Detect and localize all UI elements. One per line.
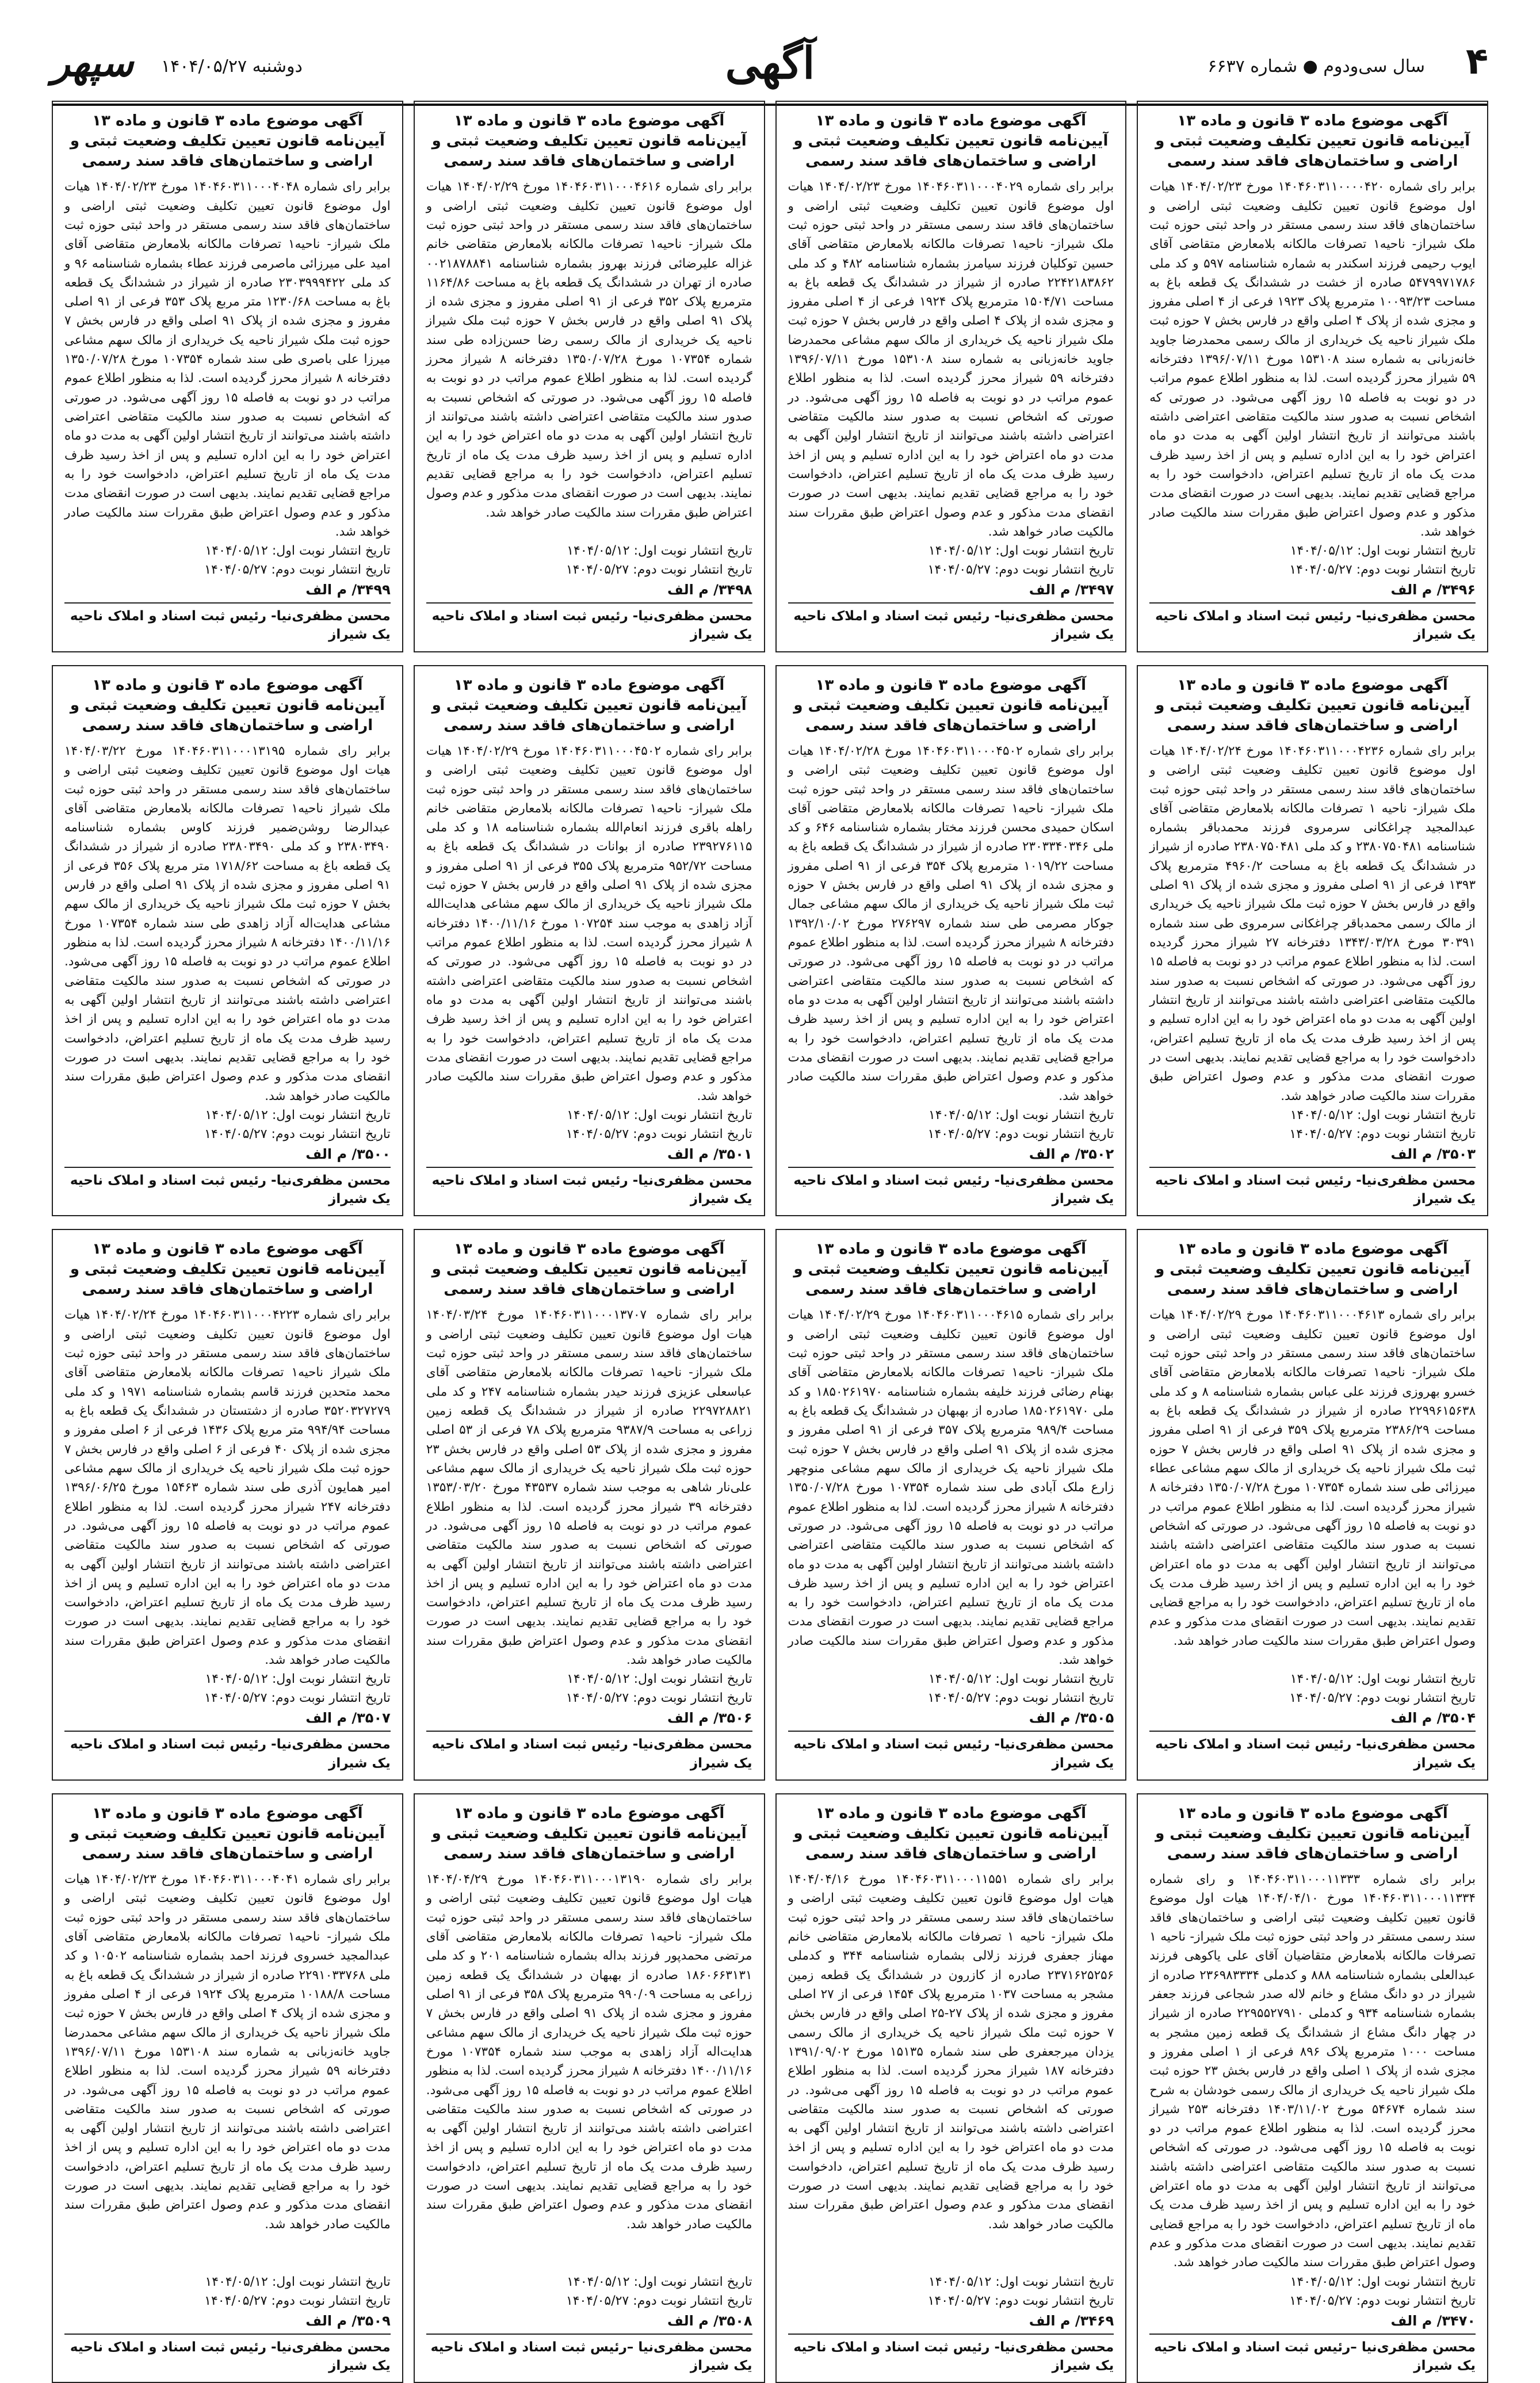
notice-date-first: تاریخ انتشار نوبت اول: ۱۴۰۴/۰۵/۱۲ — [567, 544, 752, 559]
notice-signature: محسن مظفری‌نیا- رئیس ثبت اسناد و املاک ناحیه یک شیراز — [788, 2334, 1114, 2375]
notice-box — [414, 1229, 765, 1781]
notice-title: آگهی موضوع ماده ۳ قانون و ماده ۱۳ آیین‌نامه قانون تعیین تکلیف وضعیت ثبتی و اراضی و ساختمان‌های فاقد سند رسمی — [793, 676, 1109, 734]
notice-title: آگهی موضوع ماده ۳ قانون و ماده ۱۳ آیین‌نامه قانون تعیین تکلیف وضعیت ثبتی و اراضی و ساختمان‌های فاقد سند رسمی — [431, 676, 747, 734]
notice-body: برابر رای شماره ۱۴۰۴۶۰۳۱۱۰۰۰۴۰۲۹ مورخ ۱۴۰۴/۰۲/۲۳ هیات اول موضوع قانون تعیین تکلیف وضعیت ثبتی اراضی و ساختمان‌های فاقد سند رسمی مستقر در واحد ثبتی حوزه ثبت ملک شیراز- ناحیه۱ تصرفات مالکانه بلامعارض متقاضی آقای حسین توکلیان فرزند سیامرز بشماره شناسنامه ۴۸۲ و کد ملی ۲۲۴۲۱۸۳۸۶۲ صادره از شیراز در ششدانگ یک قطعه باغ به مساحت ۱۵۰۴/۷۱ مترمربع پلاک ۱۹۲۴ فرعی از ۴ اصلی مفروز و مجزی شده از پلاک ۴ اصلی واقع در فارس بخش ۷ حوزه ثبت ملک شیراز ناحیه یک خریداری از مالک سهم مشاعی محمدرضا جاوید خانه‌زبانی به شماره سند ۱۵۳۱۰۸ مورخ ۱۳۹۶/۰۷/۱۱ دفترخانه ۵۹ شیراز محرز گردیده است. لذا به منظور اطلاع عموم مراتب در دو نوبت به فاصله ۱۵ روز آگهی می‌شود. در صورتی که اشخاص نسبت به صدور سند مالکیت متقاضی اعتراضی داشته باشند می‌توانند از تاریخ انتشار اولین آگهی به مدت دو ماه اعتراض خود را به این اداره تسلیم و پس از اخذ رسید ظرف مدت یک ماه از تاریخ تسلیم اعتراض، دادخواست خود را به مراجع قضایی تقدیم نمایند. بدیهی است در صورت انقضای مدت مذکور و عدم وصول اعتراض طبق مقررات سند مالکیت صادر خواهد شد. — [788, 180, 1114, 539]
notice-box — [775, 665, 1127, 1217]
notice-signature: محسن مظفری‌نیا- رئیس ثبت اسناد و املاک ناحیه یک شیراز — [64, 2334, 391, 2375]
notice-date-second: تاریخ انتشار نوبت دوم: ۱۴۰۴/۰۵/۲۷ — [204, 1126, 391, 1141]
notice-code: ۳۵۰۸/ م الف — [667, 2312, 752, 2329]
issue-info: سال سی‌ودوم ● شماره ۶۶۳۷ — [1207, 56, 1425, 77]
notice-box — [52, 1793, 403, 2383]
notice-code: ۳۵۰۵/ م الف — [1029, 1710, 1114, 1727]
notice-title: آگهی موضوع ماده ۳ قانون و ماده ۱۳ آیین‌نامه قانون تعیین تکلیف وضعیت ثبتی و اراضی و ساختمان‌های فاقد سند رسمی — [70, 676, 385, 734]
notice-signature: محسن مظفری‌نیا- رئیس ثبت اسناد و املاک ناحیه یک شیراز — [1149, 1731, 1476, 1772]
notice-body: برابر رای شماره ۱۴۰۴۶۰۳۱۱۰۰۰۴۲۲۳ مورخ ۱۴۰۴/۰۲/۲۴ هیات اول موضوع قانون تعیین تکلیف وضعیت ثبتی اراضی و ساختمان‌های فاقد سند رسمی مستقر در واحد ثبتی حوزه ثبت ملک شیراز ناحیه۱ تصرفات مالکانه بلامعارض متقاضی آقای محمد متحدین فرزند قاسم بشماره شناسنامه ۱۹۷۱ و کد ملی ۳۵۲۰۳۲۷۲۷۹ صادره از دشتستان در ششدانگ یک قطعه باغ به مساحت ۹۹۴/۹۴ متر مربع پلاک ۱۴۳۶ فرعی از ۶ اصلی مفروز و مجزی شده از پلاک ۴۰ فرعی از ۶ اصلی واقع در فارس بخش ۷ حوزه ثبت ملک شیراز ناحیه یک خریداری از مالک سهم مشاعی امیر همایون آذری طی سند شماره ۱۵۴۶۳ مورخ ۱۳۹۶/۰۶/۲۵ دفترخانه ۲۴۷ شیراز محرز گردیده است. لذا به منظور اطلاع عموم مراتب در دو نوبت به فاصله ۱۵ روز آگهی می‌شود. در صورتی که اشخاص نسبت به صدور سند مالکیت متقاضی اعتراضی داشته باشند می‌توانند از تاریخ انتشار اولین آگهی به مدت دو ماه اعتراض خود را به این اداره تسلیم و پس از اخذ رسید ظرف مدت یک ماه از تاریخ تسلیم اعتراض، دادخواست خود را به مراجع قضایی تقدیم نمایند. بدیهی است در صورت انقضای مدت مذکور و عدم وصول اعتراض طبق مقررات سند مالکیت صادر خواهد شد. — [64, 1308, 391, 1668]
notice-box — [52, 665, 403, 1217]
notice-date-second: تاریخ انتشار نوبت دوم: ۱۴۰۴/۰۵/۲۷ — [565, 563, 752, 578]
notice-signature: محسن مظفری‌نیا- رئیس ثبت اسناد و املاک ناحیه یک شیراز — [1149, 1167, 1476, 1208]
notice-signature: محسن مظفری‌نیا- رئیس ثبت اسناد و املاک ناحیه یک شیراز — [788, 602, 1114, 644]
notice-code: ۳۴۹۹/ م الف — [305, 582, 391, 598]
notice-box — [414, 665, 765, 1217]
notice-signature: محسن مظفری‌نیا- رئیس ثبت اسناد و املاک ناحیه یک شیراز — [1149, 602, 1476, 644]
notice-body: برابر رای شماره ۱۴۰۴۶۰۳۱۱۰۰۰۱۱۳۳۳ و رای شماره ۱۴۰۴۶۰۳۱۱۰۰۰۱۱۳۳۴ مورخ ۱۴۰۴/۰۴/۱۰ هیات اول موضوع قانون تعیین تکلیف وضعیت ثبتی اراضی و ساختمان‌های فاقد سند رسمی مستقر در واحد ثبتی حوزه ثبت ملک شیراز- ناحیه ۱ تصرفات مالکانه بلامعارض متقاضیان آقای علی یاکوهی فرزند عبدالعلی بشماره شناسنامه ۸۸۸ و کدملی ۲۳۶۹۸۳۳۳۴ صادره از شیراز در دو دانگ مشاع و خانم لاله صدر شجاعی فرزند جعفر بشماره شناسنامه ۹۳۴ و کدملی ۲۲۹۵۵۲۷۹۱۰ صادره از شیراز در چهار دانگ مشاع از ششدانگ یک قطعه زمین مشجر به مساحت ۱۰۰۰ مترمربع پلاک ۸۹۶ فرعی از ۱ اصلی مفروز و مجزی شده از پلاک ۱ اصلی واقع در فارس بخش ۲۳ حوزه ثبت ملک شیراز ناحیه یک خریداری از مالک رسمی خودشان به شرح سند شماره ۵۴۶۷۴ مورخ ۱۴۰۳/۱۱/۰۲ دفترخانه ۲۵۳ شیراز محرز گردیده است. لذا به منظور اطلاع عموم مراتب در دو نوبت به فاصله ۱۵ روز آگهی می‌شود. در صورتی که اشخاص نسبت به صدور سند مالکیت متقاضی اعتراضی داشته باشند می‌توانند از تاریخ انتشار اولین آگهی به مدت دو ماه اعتراض خود را به این اداره تسلیم و پس از اخذ رسید ظرف مدت یک ماه از تاریخ تسلیم اعتراض، دادخواست خود را به مراجع قضایی تقدیم نمایند. بدیهی است در صورت انقضای مدت مذکور و عدم وصول اعتراض طبق مقررات سند مالکیت صادر خواهد شد. — [1149, 1872, 1476, 2270]
notice-title: آگهی موضوع ماده ۳ قانون و ماده ۱۳ آیین‌نامه قانون تعیین تکلیف وضعیت ثبتی و اراضی و ساختمان‌های فاقد سند رسمی — [793, 112, 1109, 170]
notice-date-first: تاریخ انتشار نوبت اول: ۱۴۰۴/۰۵/۱۲ — [567, 2274, 752, 2289]
notice-code: ۳۴۶۹/ م الف — [1029, 2312, 1114, 2329]
notice-date-first: تاریخ انتشار نوبت اول: ۱۴۰۴/۰۵/۱۲ — [1290, 1108, 1476, 1122]
notice-code: ۳۵۰۱/ م الف — [667, 1145, 752, 1162]
notice-date-first: تاریخ انتشار نوبت اول: ۱۴۰۴/۰۵/۱۲ — [205, 1108, 391, 1122]
notice-code: ۳۵۰۳/ م الف — [1390, 1145, 1476, 1162]
page-number: ۴ — [1465, 40, 1488, 83]
notice-body: برابر رای شماره ۱۴۰۴۶۰۳۱۱۰۰۰۴۵۰۲ مورخ ۱۴۰۴/۰۲/۲۹ هیات اول موضوع قانون تعیین تکلیف وضعیت ثبتی اراضی و ساختمان‌های فاقد سند رسمی مستقر در واحد ثبتی حوزه ثبت ملک شیراز- ناحیه۱ تصرفات مالکانه بلامعارض متقاضی خانم راهله باقری فرزند انعام‌الله بشماره شناسنامه ۱۸ و کد ملی ۲۳۹۲۷۶۱۱۵ صادره از بوانات در ششدانگ یک قطعه باغ به مساحت ۹۵۲/۷۲ مترمربع پلاک ۳۵۵ فرعی از ۹۱ اصلی مفروز و مجزی شده از پلاک ۹۱ اصلی واقع در فارس بخش ۷ حوزه ثبت ملک شیراز ناحیه یک خریداری از مالک سهم مشاعی هدایت‌الله آزاد زاهدی به موجب سند ۱۰۷۲۵۴ مورخ ۱۴۰۰/۱۱/۱۶ دفترخانه ۸ شیراز محرز گردیده است. لذا به منظور اطلاع عموم مراتب در دو نوبت به فاصله ۱۵ روز آگهی می‌شود. در صورتی که اشخاص نسبت به صدور سند مالکیت متقاضی اعتراضی داشته باشند می‌توانند از تاریخ انتشار اولین آگهی به مدت دو ماه اعتراض خود را به این اداره تسلیم و پس از اخذ رسید ظرف مدت یک ماه از تاریخ تسلیم اعتراض، دادخواست خود را به مراجع قضایی تقدیم نمایند. بدیهی است در صورت انقضای مدت مذکور و عدم وصول اعتراض طبق مقررات سند مالکیت صادر خواهد شد. — [426, 743, 752, 1103]
notice-date-second: تاریخ انتشار نوبت دوم: ۱۴۰۴/۰۵/۲۷ — [927, 563, 1114, 578]
notice-date-first: تاریخ انتشار نوبت اول: ۱۴۰۴/۰۵/۱۲ — [205, 1672, 391, 1687]
notice-date-first: تاریخ انتشار نوبت اول: ۱۴۰۴/۰۵/۱۲ — [567, 1108, 752, 1122]
publication-date: دوشنبه ۱۴۰۴/۰۵/۲۷ — [161, 56, 303, 77]
notice-body: برابر رای شماره ۱۴۰۴۶۰۳۱۱۰۰۰۴۵۰۲ مورخ ۱۴۰۴/۰۲/۲۸ هیات اول موضوع قانون تعیین تکلیف وضعیت ثبتی اراضی و ساختمان‌های فاقد سند رسمی مستقر در واحد ثبتی حوزه ثبت ملک شیراز- ناحیه۱ تصرفات مالکانه بلامعارض متقاضی آقای اسکان حمیدی محسن فرزند مختار بشماره شناسنامه ۶۴۶ و کد ملی ۲۳۰۳۳۴۰۳۴۶ صادره از شیراز در ششدانگ یک قطعه باغ به مساحت ۱۰۱۹/۲۲ مترمربع پلاک ۳۵۴ فرعی از ۹۱ اصلی مفروز و مجزی شده از پلاک ۹۱ اصلی واقع در فارس بخش ۷ حوزه ثبت ملک شیراز ناحیه یک خریداری از مالک سهم مشاعی جمال جوکار مصرمی طی سند شماره ۲۷۶۲۹۷ مورخ ۱۳۹۲/۱۰/۰۲ دفترخانه ۸ شیراز محرز گردیده است. لذا به منظور اطلاع عموم مراتب در دو نوبت به فاصله ۱۵ روز آگهی می‌شود. در صورتی که اشخاص نسبت به صدور سند مالکیت متقاضی اعتراضی داشته باشند می‌توانند از تاریخ انتشار اولین آگهی به مدت دو ماه اعتراض خود را به این اداره تسلیم و پس از اخذ رسید ظرف مدت یک ماه از تاریخ تسلیم اعتراض، دادخواست خود را به مراجع قضایی تقدیم نمایند. بدیهی است در صورت انقضای مدت مذکور و عدم وصول اعتراض طبق مقررات سند مالکیت صادر خواهد شد. — [788, 743, 1114, 1103]
notice-body: برابر رای شماره ۱۴۰۴۶۰۳۱۱۰۰۰۱۳۱۹۰ مورخ ۱۴۰۴/۰۴/۲۹ هیات اول موضوع قانون تعیین تکلیف وضعیت ثبتی اراضی و ساختمان‌های فاقد سند رسمی مستقر در واحد ثبتی حوزه ثبت ملک شیراز- ناحیه۱ تصرفات مالکانه بلامعارض متقاضی آقای مرتضی محمدپور فرزند بداله بشماره شناسنامه ۲۰۱ و کد ملی ۱۸۶۰۶۶۳۱۳۱ صادره از بهبهان در ششدانگ یک قطعه زمین زراعی به مساحت ۹۹۰/۰۹ مترمربع پلاک ۳۵۸ فرعی از ۹۱ اصلی مفروز و مجزی شده از پلاک ۹۱ اصلی واقع در فارس بخش ۷ حوزه ثبت ملک شیراز ناحیه یک خریداری از مالک سهم مشاعی هدایت‌اله آزاد زاهدی به موجب سند شماره ۱۰۷۳۵۴ مورخ ۱۴۰۰/۱۱/۱۶ دفترخانه ۸ شیراز محرز گردیده است. لذا به منظور اطلاع عموم مراتب در دو نوبت به فاصله ۱۵ روز آگهی می‌شود. در صورتی که اشخاص نسبت به صدور سند مالکیت متقاضی اعتراضی داشته باشند می‌توانند از تاریخ انتشار اولین آگهی به مدت دو ماه اعتراض خود را به این اداره تسلیم و پس از اخذ رسید ظرف مدت یک ماه از تاریخ تسلیم اعتراض، دادخواست خود را به مراجع قضایی تقدیم نمایند. بدیهی است در صورت انقضای مدت مذکور و عدم وصول اعتراض طبق مقررات سند مالکیت صادر خواهد شد. — [426, 1872, 752, 2232]
notice-code: ۳۴۹۶/ م الف — [1390, 582, 1476, 598]
notice-box — [1137, 665, 1488, 1217]
notice-body: برابر رای شماره ۱۴۰۴۶۰۳۱۱۰۰۰۰۴۲۰ مورخ ۱۴۰۴/۰۲/۲۳ هیات اول موضوع قانون تعیین تکلیف وضعیت ثبتی اراضی و ساختمان‌های فاقد سند رسمی مستقر در واحد ثبتی حوزه ثبت ملک شیراز- ناحیه۱ تصرفات مالکانه بلامعارض متقاضی آقای ایوب رحیمی فرزند اسکندر به شماره شناسنامه ۵۹۷ و کد ملی ۵۴۷۹۹۷۱۷۸۶ صادره از خشت در ششدانگ یک قطعه باغ به مساحت ۱۰۰۹۳/۲۳ مترمربع پلاک ۱۹۲۳ فرعی از ۴ اصلی مفروز و مجزی شده از پلاک ۴ اصلی واقع در فارس بخش ۷ حوزه ثبت ملک شیراز ناحیه یک خریداری از مالک رسمی محمدرضا جاوید خانه‌زبانی به شماره سند ۱۵۳۱۰۸ مورخ ۱۳۹۶/۰۷/۱۱ دفترخانه ۵۹ شیراز محرز گردیده است. لذا به منظور اطلاع عموم مراتب در دو نوبت به فاصله ۱۵ روز آگهی می‌شود. در صورتی که اشخاص نسبت به صدور سند مالکیت متقاضی اعتراضی داشته باشند می‌توانند از تاریخ انتشار اولین آگهی به مدت دو ماه اعتراض خود را به این اداره تسلیم و پس از اخذ رسید ظرف مدت یک ماه از تاریخ تسلیم اعتراض، دادخواست خود را به مراجع قضایی تقدیم نمایند. بدیهی است در صورت انقضای مدت مذکور و عدم وصول اعتراض طبق مقررات سند مالکیت صادر خواهد شد. — [1149, 180, 1476, 539]
notice-title: آگهی موضوع ماده ۳ قانون و ماده ۱۳ آیین‌نامه قانون تعیین تکلیف وضعیت ثبتی و اراضی و ساختمان‌های فاقد سند رسمی — [1155, 676, 1470, 734]
notice-date-second: تاریخ انتشار نوبت دوم: ۱۴۰۴/۰۵/۲۷ — [565, 1126, 752, 1141]
notice-date-second: تاریخ انتشار نوبت دوم: ۱۴۰۴/۰۵/۲۷ — [927, 1126, 1114, 1141]
notice-signature: محسن مظفری‌نیا- رئیس ثبت اسناد و املاک ناحیه یک شیراز — [426, 602, 752, 644]
notice-code: ۳۵۰۴/ م الف — [1390, 1710, 1476, 1727]
notice-body: برابر رای شماره ۱۴۰۴۶۰۳۱۱۰۰۰۴۶۱۵ مورخ ۱۴۰۴/۰۲/۲۹ هیات اول موضوع قانون تعیین تکلیف وضعیت ثبتی اراضی و ساختمان‌های فاقد سند رسمی مستقر در واحد ثبتی حوزه ثبت ملک شیراز- ناحیه۱ تصرفات مالکانه بلامعارض متقاضی آقای بهنام رضائی فرزند خلیفه بشماره شناسنامه ۱۸۵۰۲۶۱۹۷۰ و کد ملی ۱۸۵۰۲۶۱۹۷۰ صادره از بهبهان در ششدانگ یک قطعه باغ به مساحت ۹۸۹/۴ مترمربع پلاک ۳۵۷ فرعی از ۹۱ اصلی مفروز و مجزی شده از پلاک ۹۱ اصلی واقع در فارس بخش ۷ حوزه ثبت ملک شیراز ناحیه یک خریداری از مالک سهم مشاعی منوچهر زارع ملک آبادی طی سند شماره ۱۰۷۳۵۴ مورخ ۱۳۵۰/۰۷/۲۸ دفترخانه ۸ شیراز محرز گردیده است. لذا به منظور اطلاع عموم مراتب در دو نوبت به فاصله ۱۵ روز آگهی می‌شود. در صورتی که اشخاص نسبت به صدور سند مالکیت متقاضی اعتراضی داشته باشند می‌توانند از تاریخ انتشار اولین آگهی به مدت دو ماه اعتراض خود را به این اداره تسلیم و پس از اخذ رسید ظرف مدت یک ماه از تاریخ تسلیم اعتراض، دادخواست خود را به مراجع قضایی تقدیم نمایند. بدیهی است در صورت انقضای مدت مذکور و عدم وصول اعتراض طبق مقررات سند مالکیت صادر خواهد شد. — [788, 1308, 1114, 1668]
notice-signature: محسن مظفری‌نیا- رئیس ثبت اسناد و املاک ناحیه یک شیراز — [64, 1167, 391, 1208]
notice-body: برابر رای شماره ۱۴۰۴۶۰۳۱۱۰۰۰۴۰۴۸ مورخ ۱۴۰۴/۰۲/۲۳ هیات اول موضوع قانون تعیین تکلیف وضعیت ثبتی اراضی و ساختمان‌های فاقد سند رسمی مستقر در واحد ثبتی حوزه ثبت ملک شیراز- ناحیه۱ تصرفات مالکانه بلامعارض متقاضی آقای امید علی میرزائی ماصرمی فرزند عطاء بشماره شناسنامه ۹۶ و کد ملی ۲۳۰۳۹۹۹۴۲۲ صادره از شیراز در ششدانگ یک قطعه باغ به مساحت ۱۲۳۰/۶۸ متر مربع پلاک ۳۵۳ فرعی از ۹۱ اصلی مفروز و مجزی شده از پلاک ۹۱ اصلی واقع در فارس بخش ۷ حوزه ثبت ملک شیراز ناحیه یک خریداری از مالک سهم مشاعی میرزا علی باصری طی سند شماره ۱۰۷۳۵۴ مورخ ۱۳۵۰/۰۷/۲۸ دفترخانه ۸ شیراز محرز گردیده است. لذا به منظور اطلاع عموم مراتب در دو نوبت به فاصله ۱۵ روز آگهی می‌شود. در صورتی که اشخاص نسبت به صدور سند مالکیت متقاضی اعتراضی داشته باشند می‌توانند از تاریخ انتشار اولین آگهی به مدت دو ماه اعتراض خود را به این اداره تسلیم و پس از اخذ رسید ظرف مدت یک ماه از تاریخ تسلیم اعتراض، دادخواست خود را به مراجع قضایی تقدیم نمایند. بدیهی است در صورت انقضای مدت مذکور و عدم وصول اعتراض طبق مقررات سند مالکیت صادر خواهد شد. — [64, 180, 391, 539]
notice-title: آگهی موضوع ماده ۳ قانون و ماده ۱۳ آیین‌نامه قانون تعیین تکلیف وضعیت ثبتی و اراضی و ساختمان‌های فاقد سند رسمی — [431, 1240, 747, 1299]
notice-body: برابر رای شماره ۱۴۰۴۶۰۳۱۱۰۰۰۴۲۳۶ مورخ ۱۴۰۴/۰۲/۲۴ هیات اول موضوع قانون تعیین تکلیف وضعیت ثبتی اراضی و ساختمان‌های فاقد سند رسمی مستقر در واحد ثبتی حوزه ثبت ملک شیراز- ناحیه ۱ تصرفات مالکانه بلامعارض متقاضی آقای عبدالمجید چراغکانی سرمروی فرزند محمدباقر بشماره شناسنامه ۲۳۸۰۷۵۰۴۸۱ و کد ملی ۲۳۸۰۷۵۰۴۸۱ صادره از شیراز در ششدانگ یک قطعه باغ به مساحت ۴۹۶۰/۲ مترمربع پلاک ۱۳۹۳ فرعی از ۹۱ اصلی مفروز و مجزی شده از پلاک ۹۱ اصلی واقع در فارس بخش ۷ حوزه ثبت ملک شیراز ناحیه یک خریداری از مالک رسمی محمدباقر چراغکانی سرمروی طی سند شماره ۳۰۳۹۱ مورخ ۱۳۴۳/۰۳/۲۸ دفترخانه ۲۷ شیراز محرز گردیده است. لذا به منظور اطلاع عموم مراتب در دو نوبت به فاصله ۱۵ روز آگهی می‌شود. در صورتی که اشخاص نسبت به صدور سند مالکیت متقاضی اعتراضی داشته باشند می‌توانند از تاریخ انتشار اولین آگهی به مدت دو ماه اعتراض خود را به این اداره تسلیم و پس از اخذ رسید ظرف مدت یک ماه از تاریخ تسلیم اعتراض، دادخواست خود را به مراجع قضایی تقدیم نمایند. بدیهی است در صورت انقضای مدت مذکور و عدم وصول اعتراض طبق مقررات سند مالکیت صادر خواهد شد. — [1149, 743, 1476, 1103]
notice-code: ۳۴۹۸/ م الف — [667, 582, 752, 598]
notice-date-first: تاریخ انتشار نوبت اول: ۱۴۰۴/۰۵/۱۲ — [205, 2274, 391, 2289]
notice-box — [1137, 1229, 1488, 1781]
notice-box — [775, 1793, 1127, 2383]
notice-box — [1137, 101, 1488, 652]
notice-box — [775, 1229, 1127, 1781]
notice-body: برابر رای شماره ۱۴۰۴۶۰۳۱۱۰۰۰۴۶۱۳ مورخ ۱۴۰۴/۰۲/۲۹ هیات اول موضوع قانون تعیین تکلیف وضعیت ثبتی اراضی و ساختمان‌های فاقد سند رسمی مستقر در واحد ثبتی حوزه ثبت ملک شیراز- ناحیه۱ تصرفات مالکانه بلامعارض متقاضی آقای خسرو بهروزی فرزند علی عباس بشماره شناسنامه ۸ و کد ملی ۲۲۹۹۶۱۵۶۳۸ صادره از شیراز در ششدانگ یک قطعه باغ به مساحت ۲۳۸۶/۲۹ مترمربع پلاک ۳۵۹ فرعی از ۹۱ اصلی مفروز و مجزی شده از پلاک ۹۱ اصلی واقع در فارس بخش ۷ حوزه ثبت ملک شیراز ناحیه یک خریداری از مالک سهم مشاعی عطاء میرزائی طی سند شماره ۱۰۷۳۵۴ مورخ ۱۳۵۰/۰۷/۲۸ دفترخانه ۸ شیراز محرز گردیده است. لذا به منظور اطلاع عموم مراتب در دو نوبت به فاصله ۱۵ روز آگهی می‌شود. در صورتی که اشخاص نسبت به صدور سند مالکیت متقاضی اعتراضی داشته باشند می‌توانند از تاریخ انتشار اولین آگهی به مدت دو ماه اعتراض خود را به این اداره تسلیم و پس از اخذ رسید ظرف مدت یک ماه از تاریخ تسلیم اعتراض، دادخواست خود را به مراجع قضایی تقدیم نمایند. بدیهی است در صورت انقضای مدت مذکور و عدم وصول اعتراض طبق مقررات سند مالکیت صادر خواهد شد. — [1149, 1308, 1476, 1648]
notice-code: ۳۴۹۷/ م الف — [1029, 582, 1114, 598]
notice-title: آگهی موضوع ماده ۳ قانون و ماده ۱۳ آیین‌نامه قانون تعیین تکلیف وضعیت ثبتی و اراضی و ساختمان‌های فاقد سند رسمی — [70, 1804, 385, 1862]
notice-title: آگهی موضوع ماده ۳ قانون و ماده ۱۳ آیین‌نامه قانون تعیین تکلیف وضعیت ثبتی و اراضی و ساختمان‌های فاقد سند رسمی — [1155, 1240, 1470, 1299]
notice-code: ۳۴۷۰/ م الف — [1390, 2312, 1476, 2329]
notice-body: برابر رای شماره ۱۴۰۴۶۰۳۱۱۰۰۰۴۶۱۶ مورخ ۱۴۰۴/۰۲/۲۹ هیات اول موضوع قانون تعیین تکلیف وضعیت ثبتی اراضی و ساختمان‌های فاقد سند رسمی مستقر در واحد ثبتی حوزه ثبت ملک شیراز- ناحیه۱ تصرفات مالکانه بلامعارض متقاضی خانم غزاله علیرضائی فرزند بهروز بشماره شناسنامه ۰۰۲۱۸۷۸۸۴۱ صادره از تهران در ششدانگ یک قطعه باغ به مساحت ۱۱۶۴/۸۶ مترمربع پلاک ۳۵۲ فرعی از ۹۱ اصلی مفروز و مجزی شده از پلاک ۹۱ اصلی واقع در فارس بخش ۷ حوزه ثبت ملک شیراز ناحیه یک خریداری از مالک رسمی رضا حسن‌زاده طی سند شماره ۱۰۷۳۵۴ مورخ ۱۳۵۰/۰۷/۲۸ دفترخانه ۸ شیراز محرز گردیده است. لذا به منظور اطلاع عموم مراتب در دو نوبت به فاصله ۱۵ روز آگهی می‌شود. در صورتی که اشخاص نسبت به صدور سند مالکیت متقاضی اعتراضی داشته باشند می‌توانند از تاریخ انتشار اولین آگهی به مدت دو ماه اعتراض خود را به این اداره تسلیم و پس از اخذ رسید ظرف مدت یک ماه از تاریخ تسلیم اعتراض، دادخواست خود را به مراجع قضایی تقدیم نمایند. بدیهی است در صورت انقضای مدت مذکور و عدم وصول اعتراض طبق مقررات سند مالکیت صادر خواهد شد. — [426, 180, 752, 520]
notice-title: آگهی موضوع ماده ۳ قانون و ماده ۱۳ آیین‌نامه قانون تعیین تکلیف وضعیت ثبتی و اراضی و ساختمان‌های فاقد سند رسمی — [1155, 112, 1470, 170]
notice-title: آگهی موضوع ماده ۳ قانون و ماده ۱۳ آیین‌نامه قانون تعیین تکلیف وضعیت ثبتی و اراضی و ساختمان‌های فاقد سند رسمی — [1155, 1804, 1470, 1862]
notice-date-first: تاریخ انتشار نوبت اول: ۱۴۰۴/۰۵/۱۲ — [928, 1672, 1114, 1687]
notice-date-second: تاریخ انتشار نوبت دوم: ۱۴۰۴/۰۵/۲۷ — [204, 1691, 391, 1706]
notice-date-first: تاریخ انتشار نوبت اول: ۱۴۰۴/۰۵/۱۲ — [928, 544, 1114, 559]
notice-signature: محسن مظفری‌نیا- رئیس ثبت اسناد و املاک ناحیه یک شیراز — [426, 1167, 752, 1208]
notice-title: آگهی موضوع ماده ۳ قانون و ماده ۱۳ آیین‌نامه قانون تعیین تکلیف وضعیت ثبتی و اراضی و ساختمان‌های فاقد سند رسمی — [431, 1804, 747, 1862]
notice-box — [52, 101, 403, 652]
section-title: آگهی — [725, 37, 815, 89]
notices-grid — [52, 101, 1488, 2373]
notice-date-first: تاریخ انتشار نوبت اول: ۱۴۰۴/۰۵/۱۲ — [1290, 1672, 1476, 1687]
notice-box — [414, 1793, 765, 2383]
notice-code: ۳۵۰۹/ م الف — [305, 2312, 391, 2329]
notice-date-first: تاریخ انتشار نوبت اول: ۱۴۰۴/۰۵/۱۲ — [567, 1672, 752, 1687]
notice-title: آگهی موضوع ماده ۳ قانون و ماده ۱۳ آیین‌نامه قانون تعیین تکلیف وضعیت ثبتی و اراضی و ساختمان‌های فاقد سند رسمی — [70, 112, 385, 170]
notice-date-second: تاریخ انتشار نوبت دوم: ۱۴۰۴/۰۵/۲۷ — [1289, 1691, 1476, 1706]
notice-signature: محسن مظفری‌نیا –رئیس ثبت اسناد و املاک ناحیه یک شیراز — [426, 2334, 752, 2375]
notice-title: آگهی موضوع ماده ۳ قانون و ماده ۱۳ آیین‌نامه قانون تعیین تکلیف وضعیت ثبتی و اراضی و ساختمان‌های فاقد سند رسمی — [431, 112, 747, 170]
notice-body: برابر رای شماره ۱۴۰۴۶۰۳۱۱۰۰۰۱۱۵۵۱ مورخ ۱۴۰۴/۰۴/۱۶ هیات اول موضوع قانون تعیین تکلیف وضعیت ثبتی اراضی و ساختمان‌های فاقد سند رسمی مستقر در واحد ثبتی حوزه ثبت ملک شیراز- ناحیه ۱ تصرفات مالکانه بلامعارض متقاضی خانم مهناز جعفری فرزند زلالی بشماره شناسنامه ۳۴۴ و کدملی ۲۳۷۱۶۲۵۲۵۶ صادره از کازرون در ششدانگ یک قطعه زمین مشجر به مساحت ۱۰۳۷ مترمربع پلاک ۱۴۵۴ فرعی از ۲۷ اصلی مفروز و مجزی شده از پلاک ۲۷-۲۵ اصلی واقع در فارس بخش ۷ حوزه ثبت ملک شیراز ناحیه یک خریداری از مالک رسمی یزدان میرجعفری طی سند شماره ۱۵۱۳۵ مورخ ۱۳۹۱/۰۹/۰۲ دفترخانه ۱۸۷ شیراز محرز گردیده است. لذا به منظور اطلاع عموم مراتب در دو نوبت به فاصله ۱۵ روز آگهی می‌شود. در صورتی که اشخاص نسبت به صدور سند مالکیت متقاضی اعتراضی داشته باشند می‌توانند از تاریخ انتشار اولین آگهی به مدت دو ماه اعتراض خود را به این اداره تسلیم و پس از اخذ رسید ظرف مدت یک ماه از تاریخ تسلیم اعتراض، دادخواست خود را به مراجع قضایی تقدیم نمایند. بدیهی است در صورت انقضای مدت مذکور و عدم وصول اعتراض طبق مقررات سند مالکیت صادر خواهد شد. — [788, 1872, 1114, 2232]
notice-box — [1137, 1793, 1488, 2383]
notice-date-second: تاریخ انتشار نوبت دوم: ۱۴۰۴/۰۵/۲۷ — [927, 2293, 1114, 2308]
notice-box — [414, 101, 765, 652]
notice-signature: محسن مظفری‌نیا- رئیس ثبت اسناد و املاک ناحیه یک شیراز — [788, 1167, 1114, 1208]
notice-code: ۳۵۰۲/ م الف — [1029, 1145, 1114, 1162]
notice-code: ۳۵۰۰/ م الف — [305, 1145, 391, 1162]
notice-signature: محسن مظفری‌نیا- رئیس ثبت اسناد و املاک ناحیه یک شیراز — [788, 1731, 1114, 1772]
notice-date-first: تاریخ انتشار نوبت اول: ۱۴۰۴/۰۵/۱۲ — [1290, 2274, 1476, 2289]
notice-date-second: تاریخ انتشار نوبت دوم: ۱۴۰۴/۰۵/۲۷ — [565, 1691, 752, 1706]
notice-signature: محسن مظفری‌نیا- رئیس ثبت اسناد و املاک ناحیه یک شیراز — [64, 1731, 391, 1772]
notice-box — [52, 1229, 403, 1781]
notice-box — [775, 101, 1127, 652]
notice-signature: محسن مظفری‌نیا- رئیس ثبت اسناد و املاک ناحیه یک شیراز — [426, 1731, 752, 1772]
notice-date-second: تاریخ انتشار نوبت دوم: ۱۴۰۴/۰۵/۲۷ — [204, 2293, 391, 2308]
notice-date-second: تاریخ انتشار نوبت دوم: ۱۴۰۴/۰۵/۲۷ — [204, 563, 391, 578]
notice-date-second: تاریخ انتشار نوبت دوم: ۱۴۰۴/۰۵/۲۷ — [565, 2293, 752, 2308]
notice-title: آگهی موضوع ماده ۳ قانون و ماده ۱۳ آیین‌نامه قانون تعیین تکلیف وضعیت ثبتی و اراضی و ساختمان‌های فاقد سند رسمی — [70, 1240, 385, 1299]
notice-title: آگهی موضوع ماده ۳ قانون و ماده ۱۳ آیین‌نامه قانون تعیین تکلیف وضعیت ثبتی و اراضی و ساختمان‌های فاقد سند رسمی — [793, 1804, 1109, 1862]
notice-date-second: تاریخ انتشار نوبت دوم: ۱۴۰۴/۰۵/۲۷ — [1289, 1126, 1476, 1141]
notice-date-second: تاریخ انتشار نوبت دوم: ۱۴۰۴/۰۵/۲۷ — [1289, 563, 1476, 578]
notice-date-first: تاریخ انتشار نوبت اول: ۱۴۰۴/۰۵/۱۲ — [928, 2274, 1114, 2289]
notice-date-first: تاریخ انتشار نوبت اول: ۱۴۰۴/۰۵/۱۲ — [205, 544, 391, 559]
notice-date-second: تاریخ انتشار نوبت دوم: ۱۴۰۴/۰۵/۲۷ — [927, 1691, 1114, 1706]
notice-signature: محسن مظفری‌نیا- رئیس ثبت اسناد و املاک ناحیه یک شیراز — [64, 602, 391, 644]
notice-body: برابر رای شماره ۱۴۰۴۶۰۳۱۱۰۰۰۴۰۴۱ مورخ ۱۴۰۴/۰۲/۲۳ هیات اول موضوع قانون تعیین تکلیف وضعیت ثبتی اراضی و ساختمان‌های فاقد سند رسمی مستقر در واحد ثبتی حوزه ثبت ملک شیراز- ناحیه۱ تصرفات مالکانه بلامعارض متقاضی آقای عبدالمجید خسروی فرزند احمد بشماره شناسنامه ۱۰۵۰۲ و کد ملی ۲۲۹۱۰۳۳۷۶۸ صادره از شیراز در ششدانگ یک قطعه باغ به مساحت ۱۰۱۸۸/۸ مترمربع پلاک ۱۹۲۴ فرعی از ۴ اصلی مفروز و مجزی شده از پلاک ۴ اصلی واقع در فارس بخش ۷ حوزه ثبت ملک شیراز ناحیه یک خریداری از مالک سهم مشاعی محمدرضا جاوید خانه‌زبانی به شماره سند ۱۵۳۱۰۸ مورخ ۱۳۹۶/۰۷/۱۱ دفترخانه ۵۹ شیراز محرز گردیده است. لذا به منظور اطلاع عموم مراتب در دو نوبت به فاصله ۱۵ روز آگهی می‌شود. در صورتی که اشخاص نسبت به صدور سند مالکیت متقاضی اعتراضی داشته باشند می‌توانند از تاریخ انتشار اولین آگهی به مدت دو ماه اعتراض خود را به این اداره تسلیم و پس از اخذ رسید ظرف مدت یک ماه از تاریخ تسلیم اعتراض، دادخواست خود را به مراجع قضایی تقدیم نمایند. بدیهی است در صورت انقضای مدت مذکور و عدم وصول اعتراض طبق مقررات سند مالکیت صادر خواهد شد. — [64, 1872, 391, 2232]
notice-date-first: تاریخ انتشار نوبت اول: ۱۴۰۴/۰۵/۱۲ — [928, 1108, 1114, 1122]
page-header — [52, 35, 1488, 106]
notice-title: آگهی موضوع ماده ۳ قانون و ماده ۱۳ آیین‌نامه قانون تعیین تکلیف وضعیت ثبتی و اراضی و ساختمان‌های فاقد سند رسمی — [793, 1240, 1109, 1299]
notice-date-first: تاریخ انتشار نوبت اول: ۱۴۰۴/۰۵/۱۲ — [1290, 544, 1476, 559]
notice-body: برابر رای شماره ۱۴۰۴۶۰۳۱۱۰۰۰۱۳۷۰۷ مورخ ۱۴۰۴/۰۳/۲۴ هیات اول موضوع قانون تعیین تکلیف وضعیت ثبتی اراضی و ساختمان‌های فاقد سند رسمی مستقر در واحد ثبتی حوزه ثبت ملک شیراز- ناحیه۱ تصرفات مالکانه بلامعارض متقاضی آقای عباسعلی عزیزی فرزند حیدر بشماره شناسنامه ۲۴۷ و کد ملی ۲۲۹۷۲۸۸۲۱ صادره از شیراز در ششدانگ یک قطعه زمین زراعی به مساحت ۹۳۸۷/۹ مترمربع پلاک ۷۸ فرعی از ۵۳ اصلی مفروز و مجزی شده از پلاک ۵۳ اصلی واقع در فارس بخش ۲۳ حوزه ثبت ملک شیراز ناحیه یک خریداری از مالک سهم مشاعی علی‌نار شاهی به موجب سند شماره ۴۳۵۳۷ مورخ ۱۳۵۳/۰۳/۲۰ دفترخانه ۳۹ شیراز محرز گردیده است. لذا به منظور اطلاع عموم مراتب در دو نوبت به فاصله ۱۵ روز آگهی می‌شود. در صورتی که اشخاص نسبت به صدور سند مالکیت متقاضی اعتراضی داشته باشند می‌توانند از تاریخ انتشار اولین آگهی به مدت دو ماه اعتراض خود را به این اداره تسلیم و پس از اخذ رسید ظرف مدت یک ماه از تاریخ تسلیم اعتراض، دادخواست خود را به مراجع قضایی تقدیم نمایند. بدیهی است در صورت انقضای مدت مذکور و عدم وصول اعتراض طبق مقررات سند مالکیت صادر خواهد شد. — [426, 1308, 752, 1668]
notice-date-second: تاریخ انتشار نوبت دوم: ۱۴۰۴/۰۵/۲۷ — [1289, 2293, 1476, 2308]
notice-code: ۳۵۰۶/ م الف — [667, 1710, 752, 1727]
newspaper-logo: سپهر — [52, 40, 134, 85]
notice-signature: محسن مظفری‌نیا –رئیس ثبت اسناد و املاک ناحیه یک شیراز — [1149, 2334, 1476, 2375]
notice-code: ۳۵۰۷/ م الف — [305, 1710, 391, 1727]
notice-body: برابر رای شماره ۱۴۰۴۶۰۳۱۱۰۰۰۱۳۱۹۵ مورخ ۱۴۰۴/۰۳/۲۲ هیات اول موضوع قانون تعیین تکلیف وضعیت ثبتی اراضی و ساختمان‌های فاقد سند رسمی مستقر در واحد ثبتی حوزه ثبت ملک شیراز ناحیه۱ تصرفات مالکانه بلامعارض متقاضی آقای عبدالرضا روشن‌ضمیر فرزند کاوس بشماره شناسنامه ۲۳۸۰۳۴۹۰ و کد ملی ۲۳۸۰۳۴۹۰ صادره از شیراز در ششدانگ یک قطعه باغ به مساحت ۱۷۱۸/۶۲ متر مربع پلاک ۳۵۶ فرعی از ۹۱ اصلی مفروز و مجزی شده از پلاک ۹۱ اصلی واقع در فارس بخش ۷ حوزه ثبت ملک شیراز ناحیه یک خریداری از مالک سهم مشاعی هدایت‌اله آزاد زاهدی طی سند شماره ۱۰۷۳۵۴ مورخ ۱۴۰۰/۱۱/۱۶ دفترخانه ۸ شیراز محرز گردیده است. لذا به منظور اطلاع عموم مراتب در دو نوبت به فاصله ۱۵ روز آگهی می‌شود. در صورتی که اشخاص نسبت به صدور سند مالکیت متقاضی اعتراضی داشته باشند می‌توانند از تاریخ انتشار اولین آگهی به مدت دو ماه اعتراض خود را به این اداره تسلیم و پس از اخذ رسید ظرف مدت یک ماه از تاریخ تسلیم اعتراض، دادخواست خود را به مراجع قضایی تقدیم نمایند. بدیهی است در صورت انقضای مدت مذکور و عدم وصول اعتراض طبق مقررات سند مالکیت صادر خواهد شد. — [64, 743, 391, 1103]
